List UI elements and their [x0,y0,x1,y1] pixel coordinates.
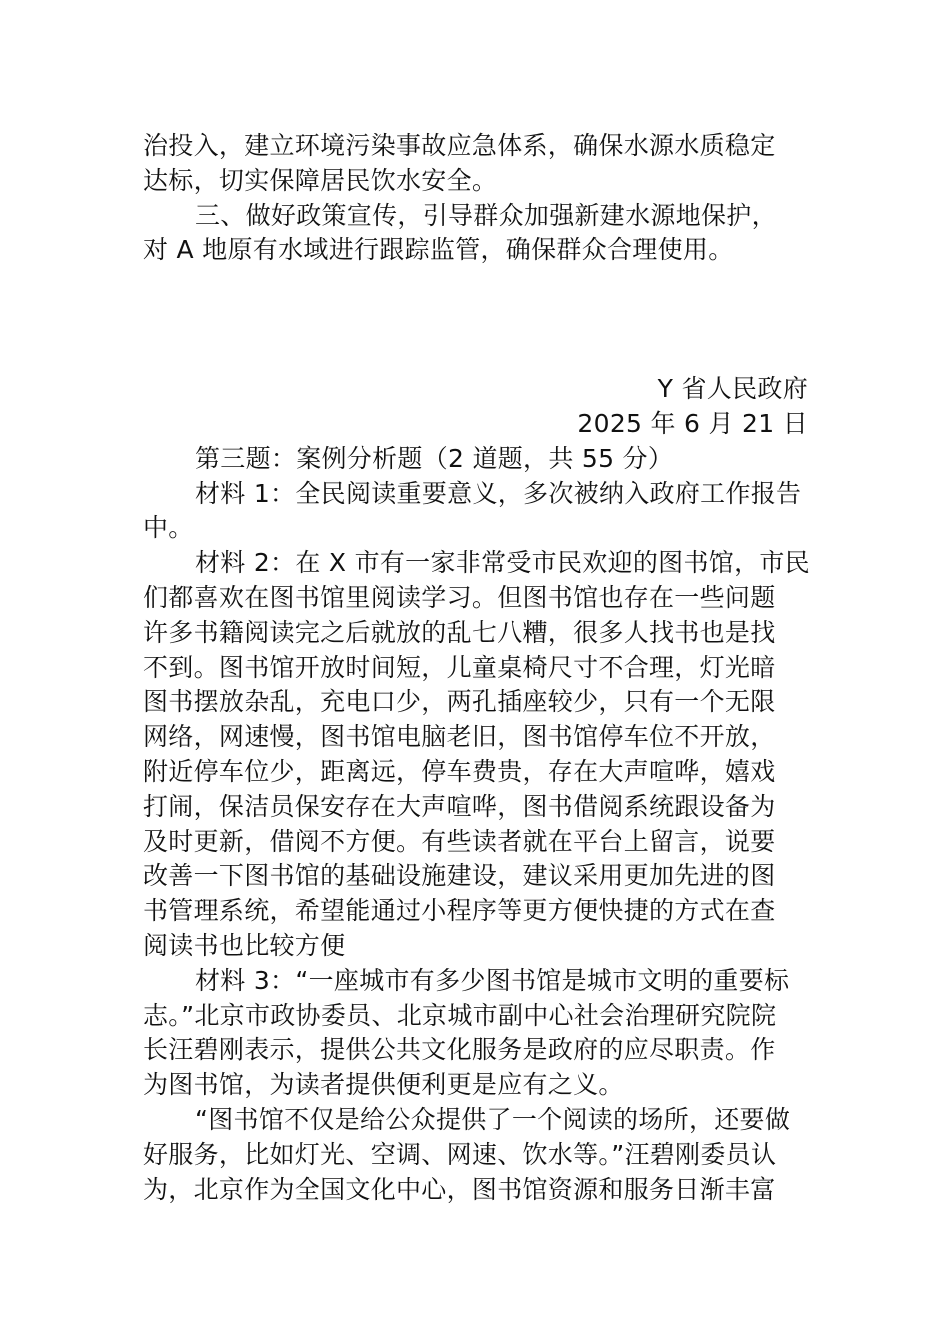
paragraph-line: 及时更新，借阅不方便。有些读者就在平台上留言，说要 [143,826,776,856]
paragraph-line: 好服务，比如灯光、空调、网速、饮水等。”汪碧刚委员认 [143,1139,777,1169]
paragraph-line: 志。”北京市政协委员、北京城市副中心社会治理研究院院 [143,1000,777,1030]
paragraph-line: 中。 [143,513,194,543]
paragraph-line: 许多书籍阅读完之后就放的乱七八糟，很多人找书也是找 [143,617,776,647]
document-body [143,129,808,1207]
section-heading: 第三题：案例分析题（2 道题，共 55 分） [195,443,674,473]
paragraph-line: 们都喜欢在图书馆里阅读学习。但图书馆也存在一些问题 [143,582,776,612]
paragraph-line: 达标，切实保障居民饮水安全。 [143,165,498,195]
paragraph-line: 网络，网速慢，图书馆电脑老旧，图书馆停车位不开放， [143,722,776,752]
signature-org: Y 省人民政府 [657,374,808,404]
paragraph-line: 材料 2：在 X 市有一家非常受市民欢迎的图书馆，市民 [195,548,810,578]
paragraph-line: 长汪碧刚表示，提供公共文化服务是政府的应尽职责。作 [143,1035,776,1065]
paragraph-line: 不到。图书馆开放时间短，儿童桌椅尺寸不合理，灯光暗 [143,652,776,682]
signature-date: 2025 年 6 月 21 日 [577,408,808,438]
paragraph-line: 阅读书也比较方便 [143,930,346,960]
paragraph-line: 治投入，建立环境污染事故应急体系，确保水源水质稳定 [143,131,776,160]
paragraph-line: 三、做好政策宣传，引导群众加强新建水源地保护， [195,200,777,230]
paragraph-line: 材料 1：全民阅读重要意义，多次被纳入政府工作报告 [195,478,802,508]
spacer [143,268,808,372]
paragraph-line: “图书馆不仅是给公众提供了一个阅读的场所，还要做 [195,1104,791,1134]
paragraph-line: 书管理系统，希望能通过小程序等更方便快捷的方式在查 [143,896,776,926]
paragraph-line: 附近停车位少，距离远，停车费贵，存在大声喧哗，嬉戏 [143,756,776,786]
paragraph-line: 材料 3：“一座城市有多少图书馆是城市文明的重要标 [195,965,790,995]
paragraph-line: 为图书馆，为读者提供便利更是应有之义。 [143,1070,624,1100]
paragraph-line: 为，北京作为全国文化中心，图书馆资源和服务日渐丰富 [143,1174,776,1204]
paragraph-line: 图书摆放杂乱，充电口少，两孔插座较少，只有一个无限 [143,687,776,717]
paragraph-line: 改善一下图书馆的基础设施建设，建议采用更加先进的图 [143,861,776,891]
paragraph-line: 对 A 地原有水域进行跟踪监管，确保群众合理使用。 [143,235,734,265]
paragraph-line: 打闹，保洁员保安存在大声喧哗，图书借阅系统跟设备为 [143,791,776,821]
